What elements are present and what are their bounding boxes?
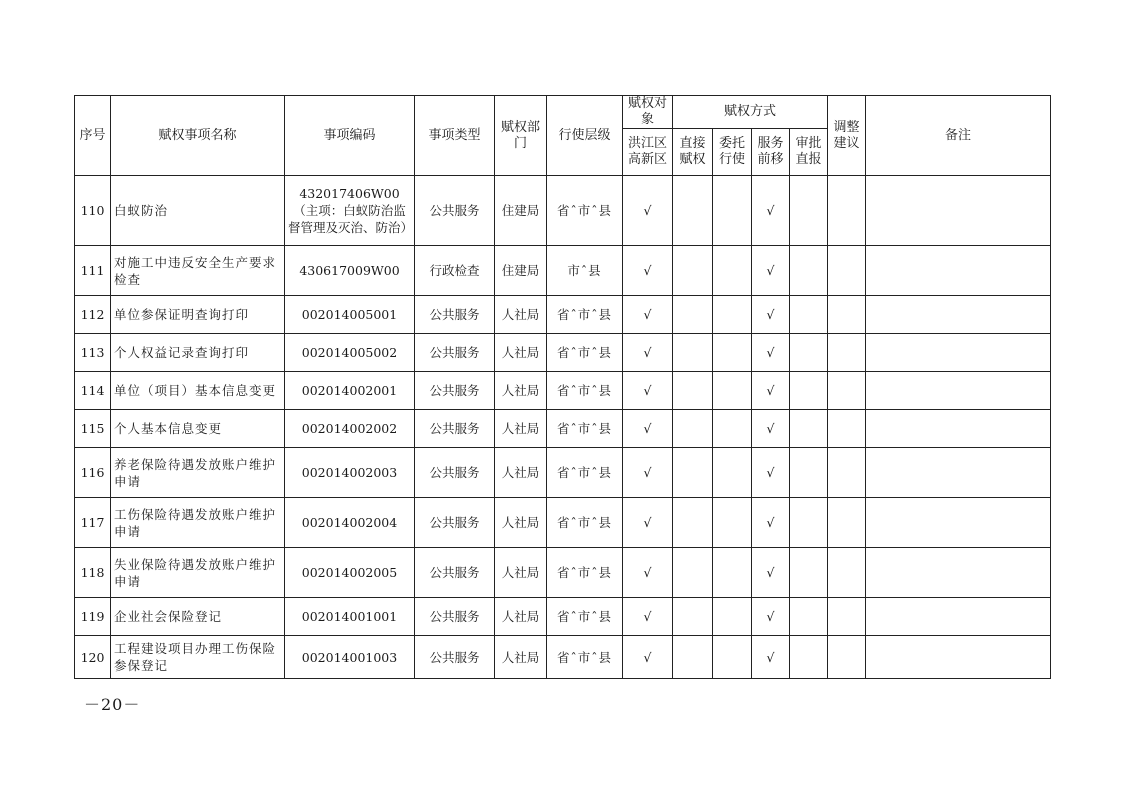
method-forward-check: √ [752,246,790,296]
remark [866,372,1051,410]
method-forward-check: √ [752,636,790,679]
empowering-dept: 人社局 [495,410,547,448]
row-number: 112 [75,296,111,334]
adjust-suggestion [828,448,866,498]
method-direct-check [673,636,713,679]
table-row [75,598,1051,636]
target-hongjiang-check: √ [623,296,673,334]
method-approval-check [790,372,828,410]
adjust-suggestion [828,498,866,548]
adjust-suggestion [828,548,866,598]
item-type: 公共服务 [415,372,495,410]
table-row [75,498,1051,548]
table-header [75,96,1051,176]
item-type: 公共服务 [415,498,495,548]
item-type: 公共服务 [415,548,495,598]
method-approval-check [790,498,828,548]
adjust-suggestion [828,410,866,448]
header-name: 赋权事项名称 [111,96,285,176]
item-code: 002014002004 [285,498,415,548]
header-type: 事项类型 [415,96,495,176]
target-hongjiang-check: √ [623,176,673,246]
remark [866,636,1051,679]
item-type: 公共服务 [415,410,495,448]
item-type: 行政检查 [415,246,495,296]
target-hongjiang-check: √ [623,334,673,372]
remark [866,598,1051,636]
method-direct-check [673,498,713,548]
exercise-level: 省ˆ市ˆ县 [547,296,623,334]
method-entrust-check [713,176,752,246]
row-number: 118 [75,548,111,598]
item-type: 公共服务 [415,176,495,246]
remark [866,498,1051,548]
remark [866,296,1051,334]
header-level: 行使层级 [547,96,623,176]
method-approval-check [790,334,828,372]
item-name: 个人基本信息变更 [111,410,285,448]
method-entrust-check [713,372,752,410]
target-hongjiang-check: √ [623,372,673,410]
empowering-dept: 人社局 [495,372,547,410]
empowering-dept: 人社局 [495,598,547,636]
header-method: 赋权方式 [673,96,828,129]
page-number: －20－ [84,695,141,714]
item-type: 公共服务 [415,334,495,372]
item-code: 430617009W00 [285,246,415,296]
item-code: 002014005002 [285,334,415,372]
method-entrust-check [713,334,752,372]
empowering-dept: 人社局 [495,636,547,679]
item-name: 工伤保险待遇发放账户维护申请 [111,498,285,548]
item-name: 单位参保证明查询打印 [111,296,285,334]
item-type: 公共服务 [415,636,495,679]
method-approval-check [790,246,828,296]
remark [866,448,1051,498]
row-number: 111 [75,246,111,296]
item-code: 002014005001 [285,296,415,334]
item-type: 公共服务 [415,598,495,636]
table-row [75,448,1051,498]
adjust-suggestion [828,246,866,296]
table-row [75,636,1051,679]
exercise-level: 省ˆ市ˆ县 [547,448,623,498]
empowering-dept: 人社局 [495,448,547,498]
empowering-dept: 住建局 [495,176,547,246]
method-forward-check: √ [752,372,790,410]
item-name: 养老保险待遇发放账户维护申请 [111,448,285,498]
table-row [75,176,1051,246]
method-forward-check: √ [752,410,790,448]
method-direct-check [673,334,713,372]
method-entrust-check [713,636,752,679]
method-approval-check [790,296,828,334]
table-row [75,246,1051,296]
method-forward-check: √ [752,598,790,636]
target-hongjiang-check: √ [623,548,673,598]
row-number: 110 [75,176,111,246]
header-target: 赋权对象 [623,96,673,129]
table-row [75,372,1051,410]
method-approval-check [790,636,828,679]
header-dept: 赋权部门 [495,96,547,176]
row-number: 116 [75,448,111,498]
empowering-dept: 人社局 [495,498,547,548]
method-direct-check [673,548,713,598]
adjust-suggestion [828,598,866,636]
method-direct-check [673,598,713,636]
item-code: 002014001003 [285,636,415,679]
table-row [75,334,1051,372]
empowering-dept: 住建局 [495,246,547,296]
item-name: 失业保险待遇发放账户维护申请 [111,548,285,598]
method-entrust-check [713,410,752,448]
row-number: 120 [75,636,111,679]
item-name: 白蚁防治 [111,176,285,246]
item-name: 单位（项目）基本信息变更 [111,372,285,410]
exercise-level: 省ˆ市ˆ县 [547,636,623,679]
empowering-dept: 人社局 [495,334,547,372]
adjust-suggestion [828,372,866,410]
method-direct-check [673,246,713,296]
item-code: 002014002001 [285,372,415,410]
empowerment-table [74,95,1051,679]
method-entrust-check [713,296,752,334]
table-body [75,176,1051,679]
header-code: 事项编码 [285,96,415,176]
method-forward-check: √ [752,498,790,548]
remark [866,334,1051,372]
exercise-level: 省ˆ市ˆ县 [547,598,623,636]
exercise-level: 省ˆ市ˆ县 [547,176,623,246]
remark [866,246,1051,296]
method-entrust-check [713,598,752,636]
header-adjust: 调整建议 [828,96,866,176]
item-code: 002014002002 [285,410,415,448]
remark [866,176,1051,246]
table-row [75,548,1051,598]
item-type: 公共服务 [415,448,495,498]
adjust-suggestion [828,296,866,334]
adjust-suggestion [828,334,866,372]
method-forward-check: √ [752,448,790,498]
remark [866,548,1051,598]
header-method-forward: 服务前移 [752,129,790,176]
method-approval-check [790,410,828,448]
exercise-level: 省ˆ市ˆ县 [547,334,623,372]
target-hongjiang-check: √ [623,598,673,636]
method-direct-check [673,372,713,410]
method-direct-check [673,296,713,334]
item-code: 002014001001 [285,598,415,636]
item-type: 公共服务 [415,296,495,334]
method-entrust-check [713,548,752,598]
header-remark: 备注 [866,96,1051,176]
item-name: 工程建设项目办理工伤保险参保登记 [111,636,285,679]
header-no: 序号 [75,96,111,176]
item-code: 002014002005 [285,548,415,598]
header-method-direct: 直接赋权 [673,129,713,176]
target-hongjiang-check: √ [623,448,673,498]
method-approval-check [790,598,828,636]
target-hongjiang-check: √ [623,498,673,548]
target-hongjiang-check: √ [623,246,673,296]
header-method-approval: 审批直报 [790,129,828,176]
row-number: 113 [75,334,111,372]
method-approval-check [790,176,828,246]
method-direct-check [673,410,713,448]
item-code: 432017406W00（主项：白蚁防治监督管理及灭治、防治） [285,176,415,246]
header-target-sub: 洪江区高新区 [623,129,673,176]
row-number: 115 [75,410,111,448]
row-number: 114 [75,372,111,410]
method-approval-check [790,448,828,498]
method-forward-check: √ [752,296,790,334]
item-name: 对施工中违反安全生产要求检查 [111,246,285,296]
empowering-dept: 人社局 [495,548,547,598]
method-direct-check [673,448,713,498]
method-approval-check [790,548,828,598]
adjust-suggestion [828,176,866,246]
method-direct-check [673,176,713,246]
method-entrust-check [713,246,752,296]
header-method-entrust: 委托行使 [713,129,752,176]
method-forward-check: √ [752,176,790,246]
target-hongjiang-check: √ [623,636,673,679]
exercise-level: 省ˆ市ˆ县 [547,548,623,598]
item-code: 002014002003 [285,448,415,498]
method-forward-check: √ [752,548,790,598]
item-name: 个人权益记录查询打印 [111,334,285,372]
remark [866,410,1051,448]
adjust-suggestion [828,636,866,679]
row-number: 119 [75,598,111,636]
method-entrust-check [713,498,752,548]
empowering-dept: 人社局 [495,296,547,334]
exercise-level: 省ˆ市ˆ县 [547,498,623,548]
row-number: 117 [75,498,111,548]
item-name: 企业社会保险登记 [111,598,285,636]
exercise-level: 省ˆ市ˆ县 [547,372,623,410]
table-row [75,410,1051,448]
exercise-level: 市ˆ县 [547,246,623,296]
table-row [75,296,1051,334]
method-entrust-check [713,448,752,498]
target-hongjiang-check: √ [623,410,673,448]
exercise-level: 省ˆ市ˆ县 [547,410,623,448]
method-forward-check: √ [752,334,790,372]
